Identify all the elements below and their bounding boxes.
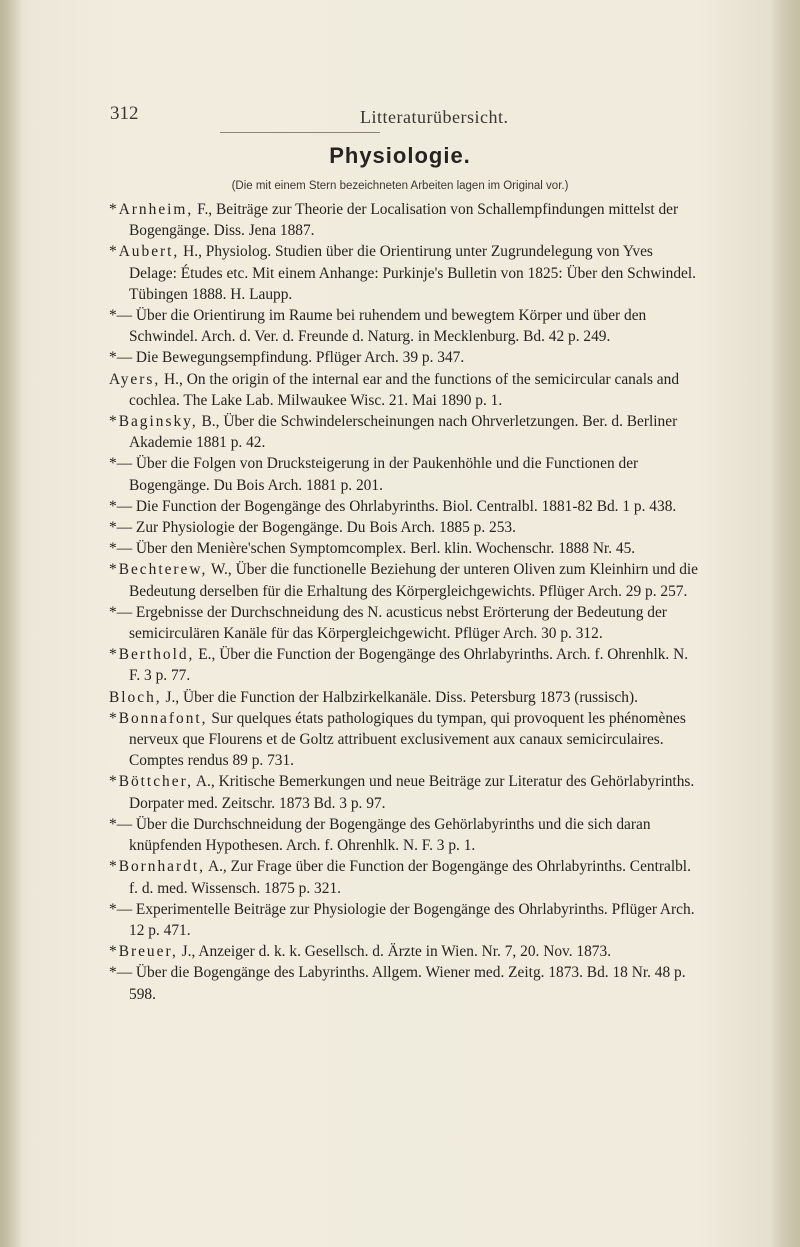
entry-text: *— Zur Physiologie der Bogengänge. Du Bois Arch. 1885 p. 253. <box>109 519 516 537</box>
entry-author: *Baginsky, <box>109 413 198 431</box>
bibliography-entry <box>109 559 699 601</box>
bibliography-entry <box>109 347 699 368</box>
entry-text: Sur quelques états pathologiques du tympan, qui provoquent les phénomènes nerveux que Flourens et de Goltz attribuent exclusivement aux canaux semicirculaires. Comptes rendus 89 p. 731. <box>129 709 686 770</box>
bibliography-entry <box>109 602 699 644</box>
bibliography-entry <box>109 411 699 453</box>
entry-text: A., Zur Frage über die Function der Bogengänge des Ohrlabyrinths. Centralbl. f. d. med. Wissensch. 1875 p. 321. <box>129 858 691 897</box>
entry-author: *Böttcher, <box>109 773 193 791</box>
bibliography-entry <box>109 453 699 495</box>
bibliography-entry <box>109 305 699 347</box>
bibliography-entry <box>109 538 699 559</box>
bibliography-entry <box>109 369 699 411</box>
entry-text: E., Über die Function der Bogengänge des Ohrlabyrinths. Arch. f. Ohrenhlk. N. F. 3 p. 77. <box>129 646 689 685</box>
entry-text: *— Ergebnisse der Durchschneidung des N. acusticus nebst Erörterung der Bedeutung der semicirculären Kanäle für das Körpergleichgewicht. Pflüger Arch. 30 p. 312. <box>109 603 667 643</box>
entry-author: Bloch, <box>109 688 162 706</box>
entry-text: *— Über die Durchschneidung der Bogengänge des Gehörlabyrinths und die sich daran knüpfenden Hypothesen. Arch. f. Ohrenhlk. N. F. 3 p. 1. <box>109 815 651 855</box>
entry-text: F., Beiträge zur Theorie der Localisation von Schallempfindungen mittelst der Bogengänge. Diss. Jena 1887. <box>129 201 679 240</box>
entry-text: *— Über die Bogengänge des Labyrinths. Allgem. Wiener med. Zeitg. 1873. Bd. 18 Nr. 48 p. 598. <box>109 964 686 1003</box>
bibliography-entry <box>109 771 699 813</box>
entry-text: B., Über die Schwindelerscheinungen nach Ohrverletzungen. Ber. d. Berliner Akademie 1881 p. 42. <box>129 413 678 452</box>
bibliography-entry <box>109 856 699 898</box>
entry-text: A., Kritische Bemerkungen und neue Beiträge zur Literatur des Gehörlabyrinths. Dorpater med. Zeitschr. 1873 Bd. 3 p. 97. <box>129 773 695 812</box>
entry-text: J., Anzeiger d. k. k. Gesellsch. d. Ärzte in Wien. Nr. 7, 20. Nov. 1873. <box>177 943 612 961</box>
bibliography-entry <box>109 941 699 962</box>
entry-author: *Aubert, <box>109 243 180 261</box>
entry-author: Ayers, <box>109 370 161 388</box>
entry-text: *— Experimentelle Beiträge zur Physiologie der Bogengänge des Ohrlabyrinths. Pflüger Arch. 12 p. 471. <box>109 900 695 939</box>
entry-text: H., On the origin of the internal ear and the functions of the semicircular canals and cochlea. The Lake Lab. Milwaukee Wisc. 21. Mai 1890 p. 1. <box>129 370 680 409</box>
entry-text: *— Die Function der Bogengänge des Ohrlabyrinths. Biol. Centralbl. 1881-82 Bd. 1 p. 438. <box>109 497 677 515</box>
bibliography-entry <box>109 644 699 686</box>
bibliography-entry <box>109 241 699 305</box>
bibliography-entry <box>109 962 699 1004</box>
entry-author: *Bonnafont, <box>109 709 208 727</box>
bibliography-entry <box>109 199 699 241</box>
entry-text: J., Über die Function der Halbzirkelkanäle. Diss. Petersburg 1873 (russisch). <box>161 688 638 706</box>
entry-author: *Breuer, <box>109 943 178 961</box>
entry-author: *Bechterew, <box>109 561 208 579</box>
header-rule <box>220 132 380 133</box>
entry-author: *Bornhardt, <box>109 858 205 876</box>
section-title: Physiologie. <box>329 143 471 168</box>
bibliography-entry <box>109 687 699 708</box>
bibliography-entry <box>109 496 699 517</box>
page-number: 312 <box>110 103 139 124</box>
bibliography-entry <box>109 517 699 538</box>
entry-author: *Arnheim, <box>109 201 194 218</box>
entry-author: *Berthold, <box>109 646 195 664</box>
entry-text: *— Über den Menière'schen Symptomcomplex. Berl. klin. Wochenschr. 1888 Nr. 45. <box>109 540 636 558</box>
bibliography-entry <box>109 814 699 856</box>
running-head: Litteraturübersicht. <box>360 107 509 127</box>
section-note: (Die mit einem Stern bezeichneten Arbeiten lagen im Original vor.) <box>231 180 569 192</box>
entry-text: *— Über die Folgen von Drucksteigerung in der Paukenhöhle und die Functionen der Bogengänge. Du Bois Arch. 1881 p. 201. <box>109 455 639 494</box>
bibliography-entry <box>109 899 699 941</box>
bibliography-entry <box>109 708 699 772</box>
entry-text: *— Über die Orientirung im Raume bei ruhendem und bewegtem Körper und über den Schwindel. Arch. d. Ver. d. Freunde d. Naturg. in Mecklenburg. Bd. 42 p. 249. <box>109 307 647 346</box>
entry-text: H., Physiolog. Studien über die Orientirung unter Zugrundelegung von Yves Delage: Études etc. Mit einem Anhange: Purkinje's Bulletin von 1825: Über den Schwindel. Tübingen 1888. H. Laupp. <box>129 243 696 303</box>
bibliography-list <box>109 199 699 1005</box>
entry-text: *— Die Bewegungsempfindung. Pflüger Arch. 39 p. 347. <box>109 349 465 367</box>
entry-text: W., Über die functionelle Beziehung der unteren Oliven zum Kleinhirn und die Bedeutung derselben für die Erhaltung des Körpergleichgewichts. Pflüger Arch. 29 p. 257. <box>129 561 699 600</box>
